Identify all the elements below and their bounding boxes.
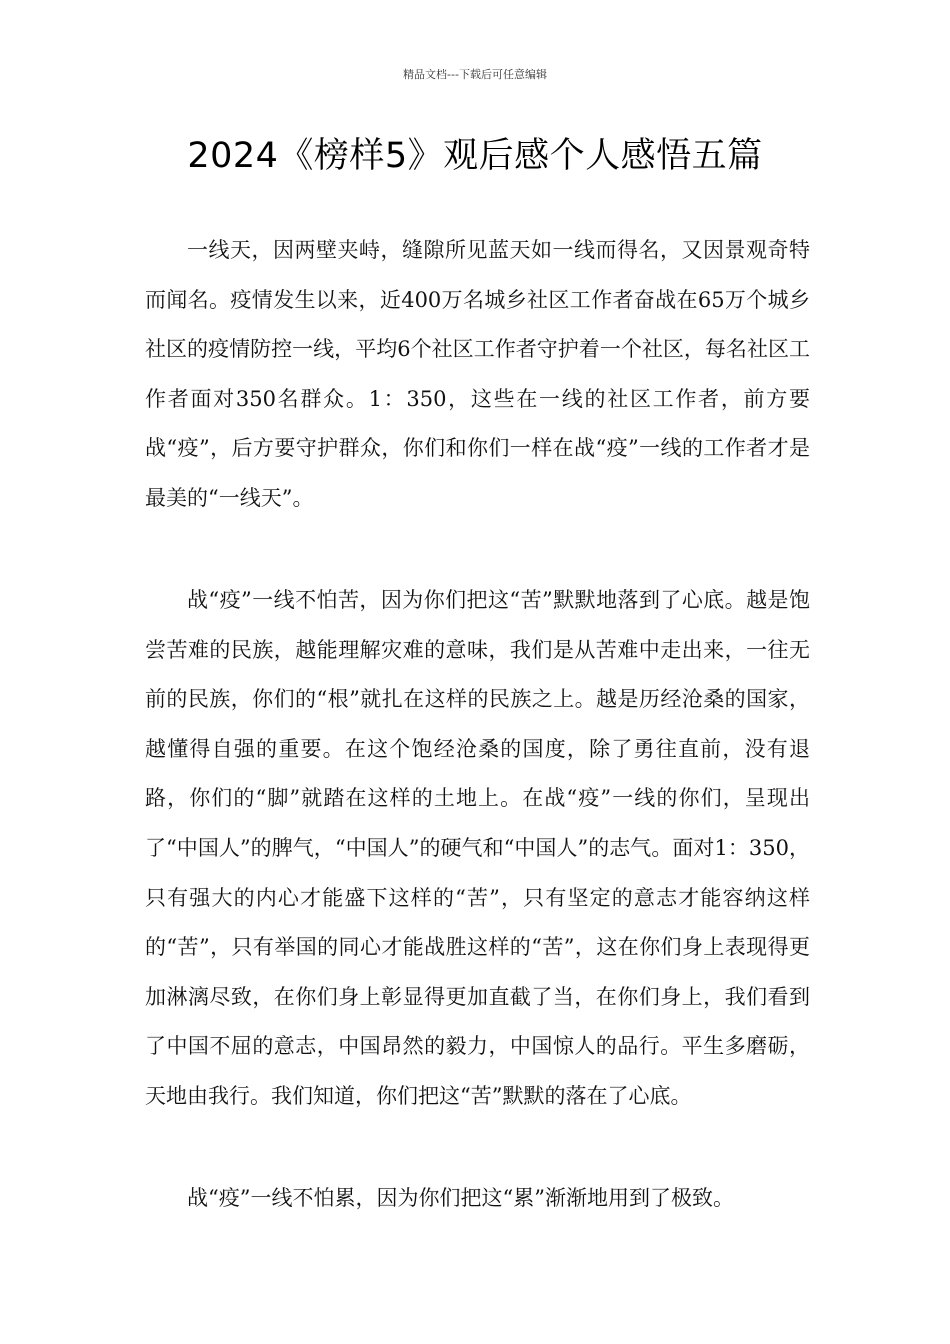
document-title: 2024《榜样5》观后感个人感悟五篇	[187, 136, 763, 176]
paragraph-2: 战“疫”一线不怕苦，因为你们把这“苦”默默地落到了心底。越是饱尝苦难的民族，越能理解灾难的意味，我们是从苦难中走出来，一往无前的民族，你们的“根”就扎在这样的民族之上。越是历经沧桑的国家，越懂得自强的重要。在这个饱经沧桑的国度，除了勇往直前，没有退路，你们的“脚”就踏在这样的土地上。在战“疫”一线的你们，呈现出了“中国人”的脾气，“中国人”的硬气和“中国人”的志气。面对1：350，只有强大的内心才能盛下这样的“苦”，只有坚定的意志才能容纳这样的“苦”，只有举国的同心才能战胜这样的“苦”，这在你们身上表现得更加淋漓尽致，在你们身上彰显得更加直截了当，在你们身上，我们看到了中国不屈的意志，中国昂然的毅力，中国惊人的品行。平生多磨砺，天地由我行。我们知道，你们把这“苦”默默的落在了心底。	[145, 588, 810, 1108]
header-note: 精品文档---下载后可任意编辑	[403, 68, 547, 81]
paragraph-1: 一线天，因两壁夹峙，缝隙所见蓝天如一线而得名，又因景观奇特而闻名。疫情发生以来，近400万名城乡社区工作者奋战在65万个城乡社区的疫情防控一线，平均6个社区工作者守护着一个社区，每名社区工作者面对350名群众。1：350，这些在一线的社区工作者，前方要战“疫”，后方要守护群众，你们和你们一样在战“疫”一线的工作者才是最美的“一线天”。	[145, 238, 810, 510]
paragraph-3: 战“疫”一线不怕累，因为你们把这“累”渐渐地用到了极致。	[187, 1186, 734, 1210]
